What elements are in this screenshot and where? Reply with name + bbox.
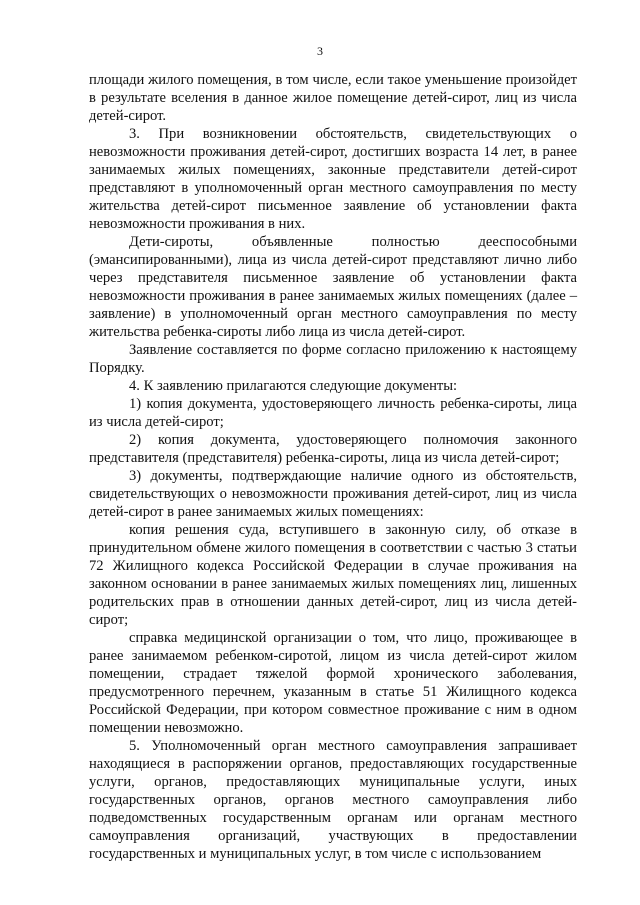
paragraph-medical-certificate: справка медицинской организации о том, что лицо, проживающее в ранее занимаемом ребенком-сиротой, лицом из числа детей-сирот жилом помещении, страдает тяжелой формой хронического заболевания, предусмотренного перечнем, указанным в статье 51 Жилищного кодекса Российской Федерации, при котором совместное проживание с ним в одном помещении невозможно. <box>89 630 577 736</box>
list-item-3: 3) документы, подтверждающие наличие одного из обстоятельств, свидетельствующих о невозможности проживания детей-сирот, лиц из числа детей-сирот в ранее занимаемых жилых помещениях: <box>89 468 577 520</box>
paragraph-court-decision: копия решения суда, вступившего в законную силу, об отказе в принудительном обмене жилого помещения в соответствии с частью 3 статьи 72 Жилищного кодекса Российской Федерации в случае проживания на законном основании в ранее занимаемых жилых помещениях лиц, лишенных родительских прав в отношении данных детей-сирот, лиц из числа детей-сирот; <box>89 522 577 628</box>
document-body <box>89 71 577 863</box>
paragraph-item-3: 3. При возникновении обстоятельств, свидетельствующих о невозможности проживания детей-сирот, достигших возраста 14 лет, в ранее занимаемых жилых помещениях, законные представители детей-сирот представляют в уполномоченный орган местного самоуправления по месту жительства детей-сирот письменное заявление об установлении факта невозможности проживания в них. <box>89 126 577 232</box>
paragraph-emancipated-orphans: Дети-сироты, объявленные полностью дееспособными (эмансипированными), лица из числа детей-сирот представляют лично либо через представителя письменное заявление об установлении факта невозможности проживания в ранее занимаемых жилых помещениях (далее – заявление) в уполномоченный орган местного самоуправления по месту жительства ребенка-сироты либо лица из числа детей-сирот. <box>89 234 577 340</box>
paragraph-item-5: 5. Уполномоченный орган местного самоуправления запрашивает находящиеся в распоряжении органов, предоставляющих государственные услуги, органов, предоставляющих муниципальные услуги, иных государственных органов, органов местного самоуправления либо подведомственных государственным органам или органам местного самоуправления организаций, участвующих в предоставлении государственных и муниципальных услуг, в том числе с использованием <box>89 738 577 862</box>
paragraph-application-form: Заявление составляется по форме согласно приложению к настоящему Порядку. <box>89 342 577 376</box>
list-item-2: 2) копия документа, удостоверяющего полномочия законного представителя (представителя) ребенка-сироты, лица из числа детей-сирот; <box>89 432 577 466</box>
page-number: 3 <box>317 44 323 58</box>
paragraph-item-4: 4. К заявлению прилагаются следующие документы: <box>129 378 458 394</box>
paragraph-continuation: площади жилого помещения, в том числе, если такое уменьшение произойдет в результате вселения в данное жилое помещение детей-сирот, лиц из числа детей-сирот. <box>89 72 577 124</box>
list-item-1: 1) копия документа, удостоверяющего личность ребенка-сироты, лица из числа детей-сирот; <box>89 396 577 430</box>
